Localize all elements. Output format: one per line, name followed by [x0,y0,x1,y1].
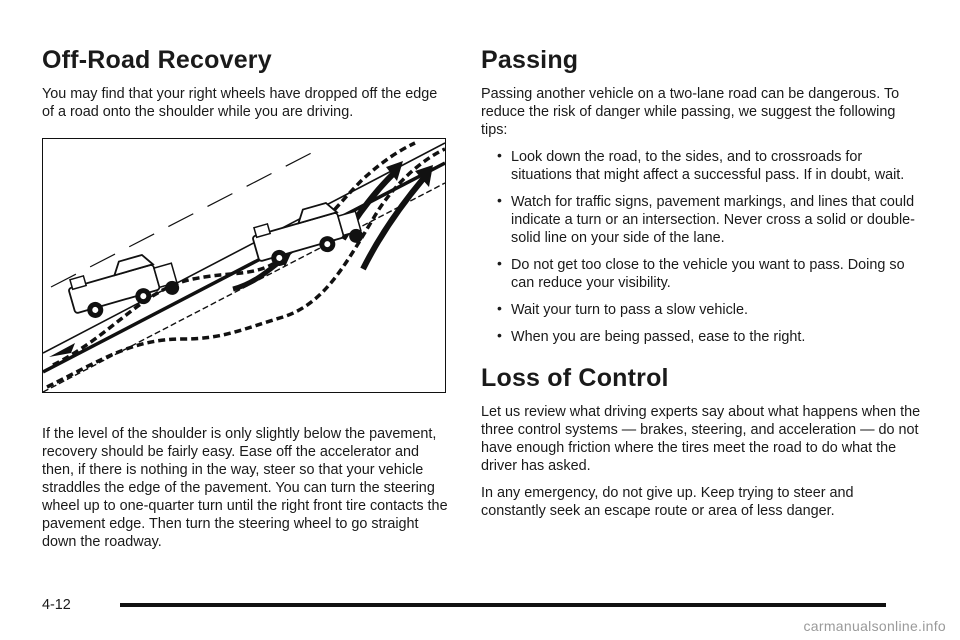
off-road-intro: You may find that your right wheels have dropped off the edge of a road onto the shoulder while you are driving. [42,85,438,120]
loss-of-control-para1: Let us review what driving experts say about what happens when the three control systems — brakes, steering, and acceleration — do not have enough friction where the tires meet the road to do what the driver has asked. [481,403,921,474]
arrow-bottom-left [49,343,75,357]
page-number: 4-12 [42,597,71,613]
tip-text: When you are being passed, ease to the right. [511,328,806,345]
bullet-icon: • [497,254,502,271]
left-column [42,40,450,560]
watermark-text: carmanualsonline.info [803,618,946,634]
list-item [497,191,921,247]
right-column [481,40,921,529]
road-center-line [51,147,323,287]
shoulder-edge-line [43,163,445,372]
bullet-icon: • [497,191,502,208]
pavement-edge-line [43,143,445,353]
footer-rule [120,603,886,607]
off-road-body: If the level of the shoulder is only slightly below the pavement, recovery should be fairly easy. Ease off the accelerator and then, if there is nothing in the way, steer so that your vehicle straddles the edge of the pavement. You can turn the steering wheel up to one-quarter turn until the right front tire contacts the pavement edge. Then turn the steering wheel to go straight down the roadway. [42,425,448,550]
tip-text: Do not get too close to the vehicle you want to pass. Doing so can reduce your visibility. [511,256,905,291]
passing-tips-list [481,148,921,346]
bullet-icon: • [497,326,502,343]
loss-of-control-para2: In any emergency, do not give up. Keep trying to steer and constantly seek an escape route or area of less danger. [481,484,854,519]
heading-passing: Passing [481,46,579,74]
illustration-svg [43,139,445,392]
heading-loss-of-control: Loss of Control [481,363,669,392]
list-item [497,254,921,292]
list-item [497,326,921,346]
passing-intro: Passing another vehicle on a two-lane road can be dangerous. To reduce the risk of danger while passing, we suggest the following tips: [481,85,900,138]
tip-text: Watch for traffic signs, pavement markings, and lines that could indicate a turn or an intersection. Never cross a solid or double-solid line on your side of the lane. [511,193,915,246]
bullet-icon: • [497,299,502,316]
tip-text: Wait your turn to pass a slow vehicle. [511,301,749,318]
tip-text: Look down the road, to the sides, and to crossroads for situations that might affect a successful pass. If in doubt, wait. [511,148,905,183]
heading-off-road-recovery: Off-Road Recovery [42,46,272,74]
pickup-truck-upper [249,195,365,271]
list-item [497,146,921,184]
list-item [497,299,921,319]
bullet-icon: • [497,146,502,163]
off-road-recovery-illustration [42,138,446,393]
